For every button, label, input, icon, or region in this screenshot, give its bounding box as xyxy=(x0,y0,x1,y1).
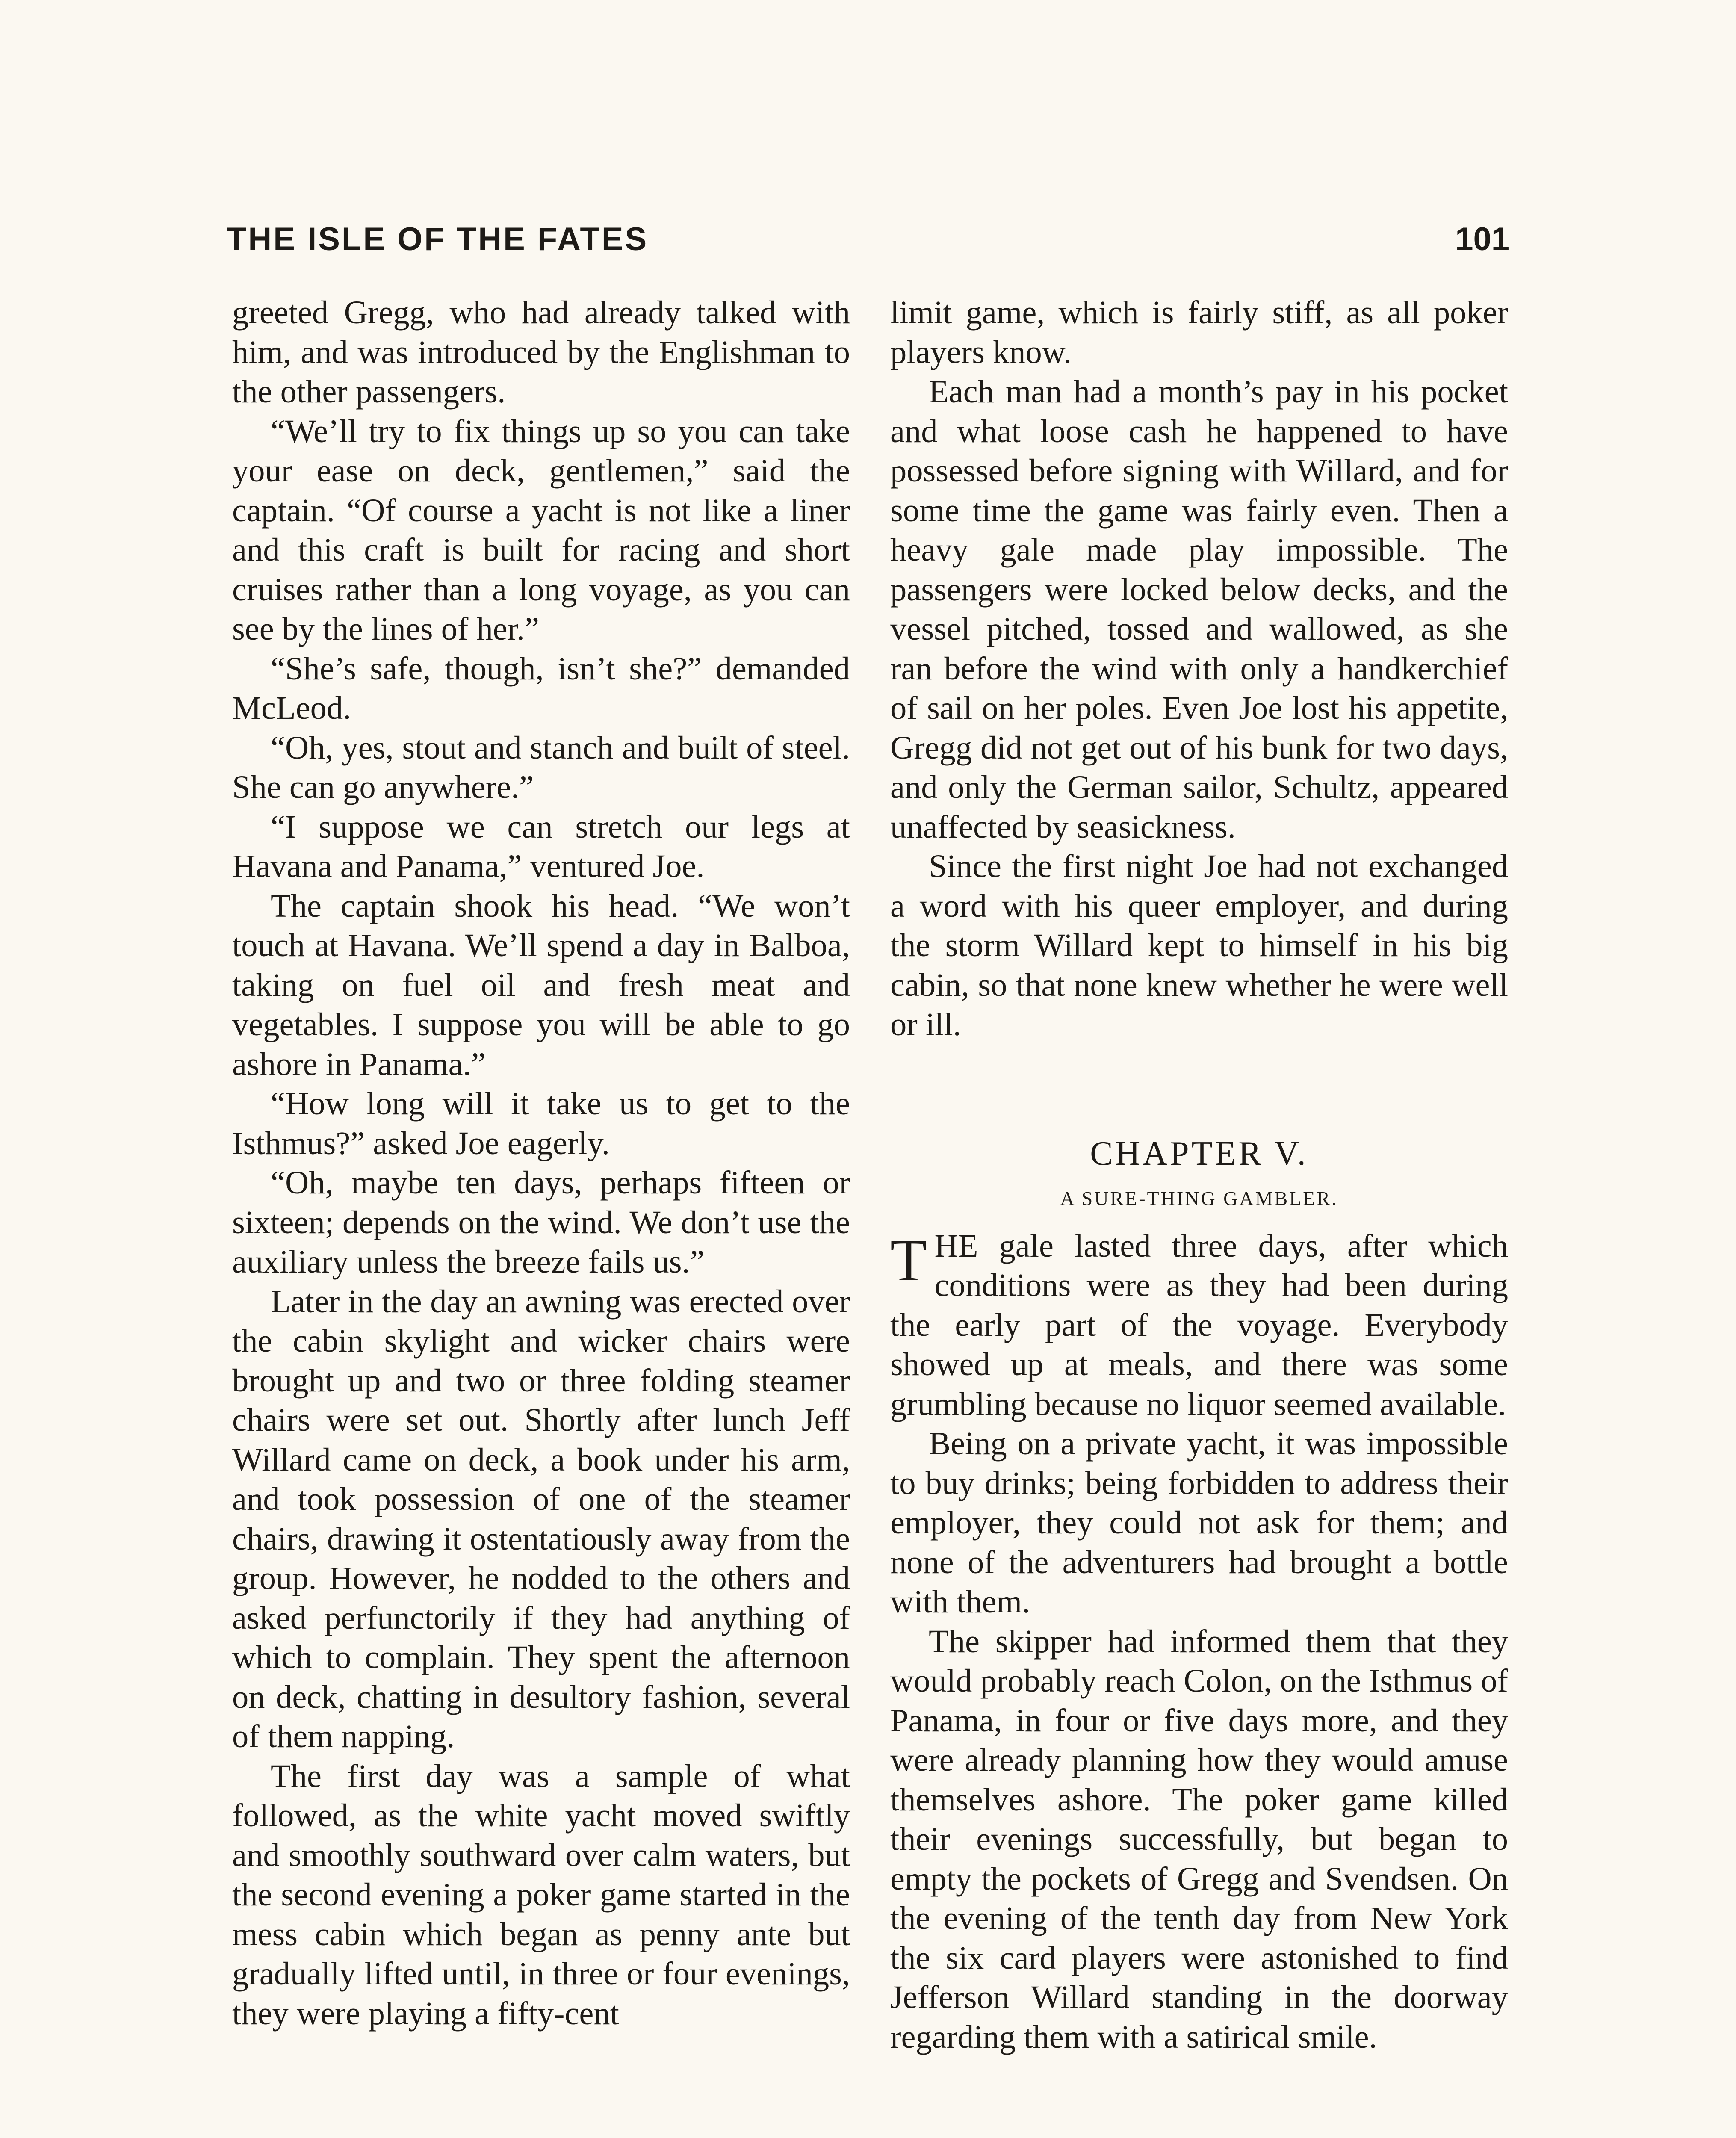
paragraph: “We’ll try to fix things up so you can take your ease on deck, gentlemen,” said the captain. “Of course a yacht is not like a liner and this craft is built for racing and short cruises rather than a long voyage, as you can see by the lines of her.” xyxy=(232,413,850,647)
running-title: THE ISLE OF THE FATES xyxy=(227,221,649,257)
paragraph: greeted Gregg, who had already talked with him, and was introduced by the Englishman to the other passengers. xyxy=(232,294,850,410)
page-number: 101 xyxy=(1455,221,1509,257)
paragraph: Later in the day an awning was erected over the cabin skylight and wicker chairs were brought up and two or three folding steamer chairs were set out. Shortly after lunch Jeff Willard came on deck, a book under his arm, and took possession of one of the steamer chairs, drawing it ostentatiously away from the group. However, he nodded to the others and asked perfunctorily if they had anything of which to complain. They spent the afternoon on deck, chatting in desultory fashion, several of them napping. xyxy=(232,1283,850,1754)
right-column xyxy=(890,293,1508,2057)
paragraph: Each man had a month’s pay in his pocket and what loose cash he happened to have possessed before signing with Willard, and for some time the game was fairly even. Then a heavy gale made play impossible. The passengers were locked below decks, and the vessel pitched, tossed and wallowed, as she ran before the wind with only a handkerchief of sail on her poles. Even Joe lost his appetite, Gregg did not get out of his bunk for two days, and only the German sailor, Schultz, appeared unaffected by seasickness. xyxy=(890,373,1508,845)
chapter-subtitle: A SURE-THING GAMBLER. xyxy=(1060,1187,1338,1209)
drop-cap: T xyxy=(890,1227,927,1293)
paragraph: “How long will it take us to get to the Isthmus?” asked Joe eagerly. xyxy=(232,1085,850,1161)
chapter-opening-paragraph xyxy=(890,1226,1508,1424)
paragraph: The captain shook his head. “We won’t touch at Havana. We’ll spend a day in Balboa, taking on fuel oil and fresh meat and vegetables. I suppose you will be able to go ashore in Panama.” xyxy=(232,887,850,1082)
paragraph: Being on a private yacht, it was impossible to buy drinks; being forbidden to address their employer, they could not ask for them; and none of the adventurers had brought a bottle with them. xyxy=(890,1425,1508,1620)
paragraph: limit game, which is fairly stiff, as all poker players know. xyxy=(890,294,1508,370)
paragraph: The first day was a sample of what followed, as the white yacht moved swiftly and smoothly southward over calm waters, but the second evening a poker game started in the mess cabin which began as penny ante but gradually lifted until, in three or four evenings, they were playing a fifty-cent xyxy=(232,1757,850,2032)
chapter-heading: CHAPTER V. xyxy=(1090,1134,1308,1172)
paragraph: “Oh, maybe ten days, perhaps fifteen or sixteen; depends on the wind. We don’t use the auxiliary unless the breeze fails us.” xyxy=(232,1164,850,1280)
left-column xyxy=(232,293,850,2033)
paragraph: Since the first night Joe had not exchanged a word with his queer employer, and during the storm Willard kept to himself in his big cabin, so that none knew whether he were well or ill. xyxy=(890,848,1508,1042)
paragraph: The skipper had informed them that they would probably reach Colon, on the Isthmus of Panama, in four or five days more, and they were already planning how they would amuse themselves ashore. The poker game killed their evenings successfully, but began to empty the pockets of Gregg and Svendsen. On the evening of the tenth day from New York the six card players were astonished to find Jefferson Willard standing in the doorway regarding them with a satirical smile. xyxy=(890,1623,1508,2055)
chapter-opening-text: HE gale lasted three days, after which conditions were as they had been during the early part of the voyage. Everybody showed up at meals, and there was some grumbling because no liquor seemed available. xyxy=(890,1227,1508,1422)
paragraph: “Oh, yes, stout and stanch and built of steel. She can go anywhere.” xyxy=(232,729,850,805)
paragraph: “I suppose we can stretch our legs at Havana and Panama,” ventured Joe. xyxy=(232,808,850,884)
paragraph: “She’s safe, though, isn’t she?” demanded McLeod. xyxy=(232,650,850,726)
running-head xyxy=(227,212,1509,267)
